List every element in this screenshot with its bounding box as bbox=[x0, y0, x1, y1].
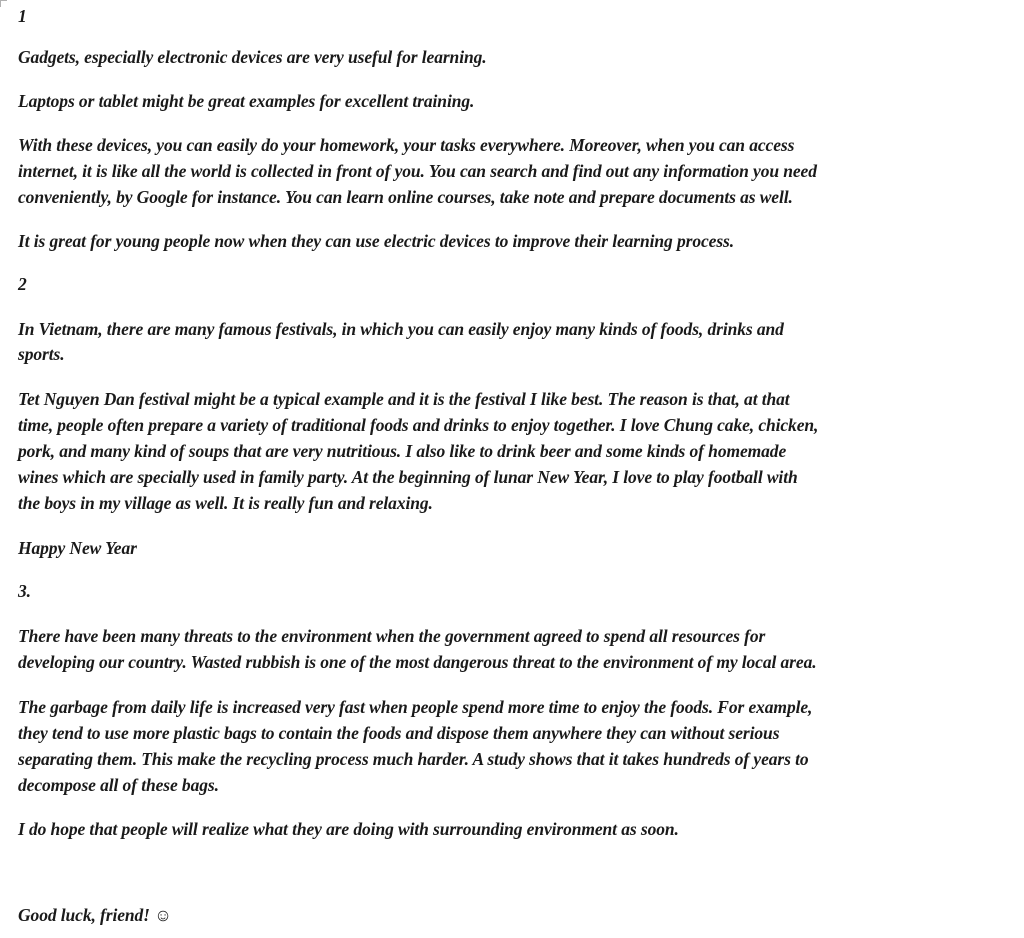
paragraph-garbage-line: The garbage from daily life is increased very fast when people spend more time to enjoy the foods. For example, bbox=[18, 697, 813, 717]
paragraph-garbage-line: they tend to use more plastic bags to contain the foods and dispose them anywhere they can without serious bbox=[18, 723, 780, 743]
section-1-number: 1 bbox=[18, 6, 27, 26]
paragraph-devices-line: conveniently, by Google for instance. You can learn online courses, take note and prepare documents as well. bbox=[18, 187, 793, 207]
paragraph-garbage-line: decompose all of these bags. bbox=[18, 775, 219, 795]
paragraph-vietnam-line: In Vietnam, there are many famous festivals, in which you can easily enjoy many kinds of foods, drinks and bbox=[18, 319, 784, 339]
paragraph-tet-line: pork, and many kind of soups that are very nutritious. I also like to drink beer and some kinds of homemade bbox=[18, 441, 787, 461]
paragraph-gadgets: Gadgets, especially electronic devices are very useful for learning. bbox=[18, 47, 487, 67]
paragraph-tet-line: time, people often prepare a variety of traditional foods and drinks to enjoy together. I love Chung cake, chicken, bbox=[18, 415, 819, 435]
paragraph-hope: I do hope that people will realize what they are doing with surrounding environment as soon. bbox=[18, 819, 679, 839]
paragraph-tet-line: wines which are specially used in family party. At the beginning of lunar New Year, I love to play football with bbox=[18, 467, 798, 487]
paragraph-vietnam-line: sports. bbox=[18, 344, 65, 364]
paragraph-happy-new-year: Happy New Year bbox=[18, 538, 137, 558]
paragraph-garbage-line: separating them. This make the recycling process much harder. A study shows that it takes hundreds of years to bbox=[18, 749, 809, 769]
closing-line: Good luck, friend! ☺ bbox=[18, 905, 172, 925]
paragraph-tet-line: Tet Nguyen Dan festival might be a typical example and it is the festival I like best. The reason is that, at that bbox=[18, 389, 790, 409]
paragraph-laptops: Laptops or tablet might be great examples for excellent training. bbox=[18, 91, 475, 111]
paragraph-threats-line: There have been many threats to the environment when the government agreed to spend all resources for bbox=[18, 626, 766, 646]
page-corner-mark bbox=[0, 0, 7, 7]
paragraph-tet-line: the boys in my village as well. It is really fun and relaxing. bbox=[18, 493, 433, 513]
section-2-number: 2 bbox=[18, 274, 27, 294]
section-3-number: 3. bbox=[18, 581, 31, 601]
paragraph-devices-line: With these devices, you can easily do your homework, your tasks everywhere. Moreover, when you can access bbox=[18, 135, 795, 155]
paragraph-threats-line: developing our country. Wasted rubbish is one of the most dangerous threat to the environment of my local area. bbox=[18, 652, 817, 672]
paragraph-devices-line: internet, it is like all the world is collected in front of you. You can search and find out any information you need bbox=[18, 161, 817, 181]
paragraph-young-people: It is great for young people now when they can use electric devices to improve their learning process. bbox=[18, 231, 735, 251]
